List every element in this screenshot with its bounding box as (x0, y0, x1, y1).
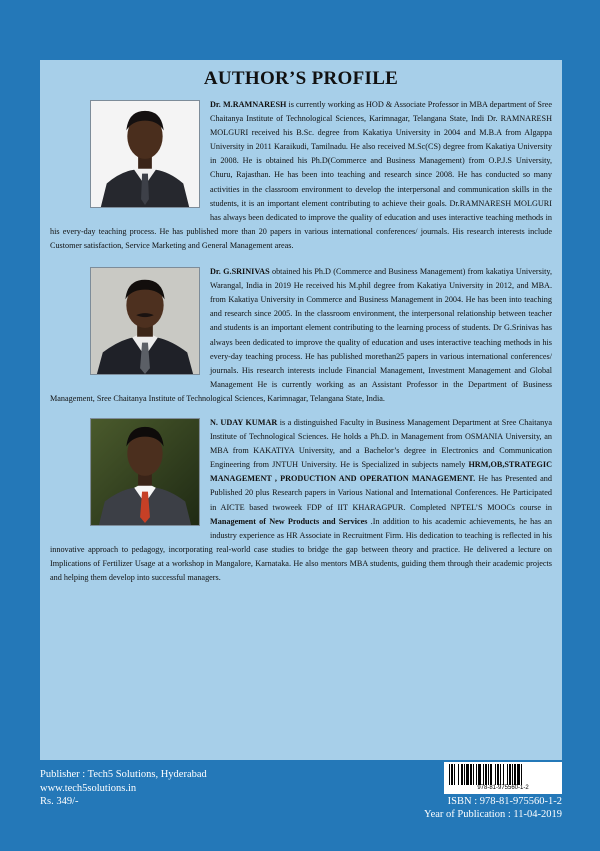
author-profile-srinivas (50, 265, 552, 406)
person-portrait-icon (91, 268, 199, 374)
author-bio: is a distinguished Faculty in Business Management Department at Sree Chaitanya Institute of Technological Sciences. He holds a Ph.D. in Management from OSMANIA University, an MBA from KAKATIYA University, and a Bachelor’s degree in Electronics and Communication Engineering from JNTUH University. He is Specialized in subjects namely (210, 417, 552, 470)
author-bio: is currently working as HOD & Associate Professor in MBA department of Sree Chaitanya Institute of Technological Sciences, Karimnagar, Telangana State, Indi Dr. RAMNARESH MOLGURI received his B.Sc. degree from Kakatiya University in 2004 and M.B.A from Algappa University in 2011 Karaikudi, Tamilnadu. He also received M.Sc(CS) degree from Kakatiya University in 2008. He is obtained his Ph.D(Commerce and Business Management) from O.P.J.S University, Churu, Rajasthan. He has been into teaching and research since 2008. He has conducted so many activities in the classroom environment to develop the interpersonal and communication skills in the students, it is an important element contributing to achieve their goals. Dr.RAMNARESH MOLGURI has always been dedicated to improve the quality of education and uses interactive teaching methods in his every-day teaching process. He has published more than 20 papers in various international conferences/ journals. His research interests include Customer satisfaction, Service Marketing and General Management areas. (50, 100, 552, 250)
author-profile-ramnaresh (50, 98, 552, 253)
publisher-website: www.tech5solutions.in (40, 782, 137, 794)
author-photo-uday-kumar (90, 418, 200, 526)
author-name: Dr. G.SRINIVAS (210, 267, 270, 277)
author-bio-continued: He has Presented and Published 20 plus Research papers in Various National and International Conferences. He Participated in AICTE based twoweek FDP of IIT KHARAGPUR. Completed NPTEL’S MOOCs course in (210, 474, 552, 512)
author-bio-end: .In addition to his academic achievements, he has an industry experience as HR Associate in Recruitment Firm. His dedication to teaching is reflected in his innovative approach to pedagogy, incorporating real-world case studies to bridge the gap between theory and practice. He delivered a lecture on Implications of Fertilizer Usage at a workshop in Mangalore, Karnataka. He also mentors MBA students, guiding them through their academic projects and helping them develop into successful managers. (50, 516, 552, 582)
person-portrait-icon (91, 101, 199, 207)
person-portrait-icon (91, 419, 199, 525)
author-photo-ramnaresh (90, 100, 200, 208)
barcode-icon (447, 764, 559, 785)
author-bio: obtained his Ph.D (Commerce and Business Management) from kakatiya University, Warangal, India in 2019 He received his M.phil degree from Kakatiya University in 2012, and MBA. from Kakatiya University in Commerce and Business Management in 2004. He has been into teaching and research since 2005. In the classroom environment, the interpersonal relationship between teacher and students is an important element contributing to the learning process of students. Dr G.Srinivas has always been dedicated to improve the quality of education and uses interactive teaching methods in his every-day teaching process. He has published morethan25 papers in various international conferences/ journals. His research interests include Financial Management, Investment Management and Global Management He is currently working as an Assistant Professor in the Department of Business Management, Sree Chaitanya Institute of Technological Sciences, Karimnagar, Telangana State, India. (50, 267, 552, 403)
author-profile-panel (40, 60, 562, 760)
author-photo-srinivas (90, 267, 200, 375)
barcode (444, 762, 562, 794)
publisher-info (40, 768, 207, 809)
book-price: Rs. 349/- (40, 796, 79, 807)
author-mooc-course: Management of New Products and Services (210, 516, 368, 526)
author-name: Dr. M.RAMNARESH (210, 100, 287, 109)
page-title: AUTHOR’S PROFILE (203, 68, 399, 89)
isbn: ISBN : 978-81-975560-1-2 (447, 796, 562, 807)
barcode-number: 978-81-975560-1-2 (477, 785, 529, 791)
author-profile-uday-kumar (50, 416, 552, 585)
publisher-name: Publisher : Tech5 Solutions, Hyderabad (40, 769, 207, 780)
year-of-publication: Year of Publication : 11-04-2019 (424, 808, 562, 820)
author-name: N. UDAY KUMAR (210, 417, 278, 427)
author-specializations: HRM,OB,STRATEGIC MANAGEMENT , PRODUCTION AND OPERATION MANAGEMENT. (210, 460, 552, 484)
isbn-block (420, 762, 562, 821)
